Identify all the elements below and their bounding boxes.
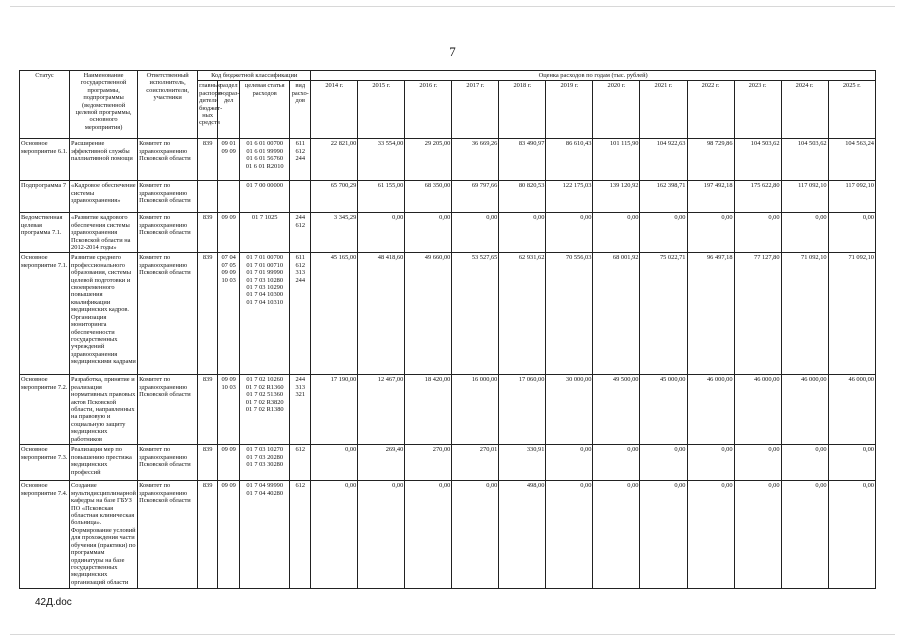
row-year-value: 46 000,00 — [828, 375, 875, 445]
row-year-value: 101 115,90 — [593, 139, 640, 181]
row-year-value: 12 467,00 — [358, 375, 405, 445]
table-body — [20, 139, 876, 589]
table-row — [20, 213, 876, 253]
row-year-value: 46 000,00 — [781, 375, 828, 445]
row-year-value: 139 120,92 — [593, 181, 640, 213]
row-year-value: 0,00 — [687, 213, 734, 253]
row-code-section — [218, 181, 240, 213]
row-year-value: 104 563,24 — [828, 139, 875, 181]
row-year-value: 0,00 — [593, 481, 640, 589]
row-code-article: 01 7 03 10270 01 7 03 20280 01 7 03 30280 — [240, 445, 290, 481]
row-code-section: 07 04 07 05 09 09 10 03 — [218, 253, 240, 375]
header-year: 2020 г. — [593, 81, 640, 139]
row-year-value: 0,00 — [781, 481, 828, 589]
row-year-value: 62 931,62 — [499, 253, 546, 375]
row-year-value: 29 205,00 — [405, 139, 452, 181]
row-year-value: 0,00 — [640, 481, 687, 589]
row-year-value: 0,00 — [546, 213, 593, 253]
header-code-type: вид расхо-дов — [290, 81, 311, 139]
row-year-value: 71 092,10 — [828, 253, 875, 375]
row-year-value: 98 729,86 — [687, 139, 734, 181]
header-year: 2018 г. — [499, 81, 546, 139]
row-year-value: 117 092,10 — [828, 181, 875, 213]
budget-table — [19, 70, 876, 589]
row-year-value: 0,00 — [828, 213, 875, 253]
header-status: Статус — [20, 71, 70, 139]
row-code-article: 01 7 00 00000 — [240, 181, 290, 213]
row-name: Реализация мер по повышению престижа медицинских профессий — [70, 445, 138, 481]
row-executor: Комитет по здравоохранению Псковской области — [138, 481, 198, 589]
row-code-main: 839 — [198, 445, 218, 481]
row-year-value: 68 001,92 — [593, 253, 640, 375]
row-name: Расширение эффективной службы паллиативной помощи — [70, 139, 138, 181]
row-name: Создание мультидисциплинарной кафедры на базе ГБУЗ ПО «Псковская областная клиническая больница». Формирование условий для прохождения части обучения (практики) по программам ординатуры на базе государственных медицинских организаций области — [70, 481, 138, 589]
row-year-value: 68 350,00 — [405, 181, 452, 213]
table-row — [20, 139, 876, 181]
row-year-value: 46 000,00 — [734, 375, 781, 445]
row-year-value: 96 497,18 — [687, 253, 734, 375]
row-code-main: 839 — [198, 375, 218, 445]
row-status: Основное мероприятие 6.1. — [20, 139, 70, 181]
row-code-article: 01 7 01 00700 01 7 01 00710 01 7 01 99990 01 7 03 10280 01 7 03 10290 01 7 04 10300 01 7 04 10310 — [240, 253, 290, 375]
row-executor: Комитет по здравоохранению Псковской области — [138, 181, 198, 213]
row-year-value: 46 000,00 — [687, 375, 734, 445]
row-year-value: 0,00 — [640, 445, 687, 481]
header-code-article: целевая статья расходов — [240, 81, 290, 139]
row-year-value: 0,00 — [734, 481, 781, 589]
row-code-main — [198, 181, 218, 213]
row-year-value: 0,00 — [781, 445, 828, 481]
row-executor: Комитет по здравоохранению Псковской области — [138, 445, 198, 481]
row-year-value: 269,40 — [358, 445, 405, 481]
row-year-value: 16 000,00 — [452, 375, 499, 445]
row-year-value: 0,00 — [452, 213, 499, 253]
row-executor: Комитет по здравоохранению Псковской области — [138, 139, 198, 181]
table-row — [20, 375, 876, 445]
row-code-article: 01 7 04 99990 01 7 04 40280 — [240, 481, 290, 589]
row-year-value: 330,91 — [499, 445, 546, 481]
row-year-value: 122 175,03 — [546, 181, 593, 213]
scan-artifact-top — [10, 6, 895, 7]
row-year-value: 0,00 — [734, 445, 781, 481]
row-year-value: 0,00 — [593, 445, 640, 481]
row-year-value: 86 610,43 — [546, 139, 593, 181]
header-year: 2015 г. — [358, 81, 405, 139]
row-year-value: 104 503,62 — [734, 139, 781, 181]
row-year-value: 80 820,53 — [499, 181, 546, 213]
row-year-value: 162 398,71 — [640, 181, 687, 213]
row-year-value: 45 165,00 — [311, 253, 358, 375]
row-year-value: 3 345,29 — [311, 213, 358, 253]
header-years-group: Оценка расходов по годам (тыс. рублей) — [311, 71, 876, 81]
row-year-value: 104 503,62 — [781, 139, 828, 181]
row-year-value: 69 797,66 — [452, 181, 499, 213]
row-status: Основное мероприятие 7.4. — [20, 481, 70, 589]
row-year-value: 83 490,97 — [499, 139, 546, 181]
header-year: 2017 г. — [452, 81, 499, 139]
header-year: 2023 г. — [734, 81, 781, 139]
row-year-value: 75 022,71 — [640, 253, 687, 375]
row-year-value: 270,00 — [405, 445, 452, 481]
row-year-value: 22 821,00 — [311, 139, 358, 181]
row-year-value: 0,00 — [311, 445, 358, 481]
row-year-value: 0,00 — [640, 213, 687, 253]
row-status: Подпрограмма 7 — [20, 181, 70, 213]
row-code-type: 612 — [290, 481, 311, 589]
row-year-value: 270,01 — [452, 445, 499, 481]
row-name: «Развитие кадрового обеспечения системы здравоохранения Псковской области на 2012-2014 годы» — [70, 213, 138, 253]
row-executor: Комитет по здравоохранению Псковской области — [138, 375, 198, 445]
row-year-value: 0,00 — [499, 213, 546, 253]
row-year-value: 0,00 — [593, 213, 640, 253]
row-code-type: 244 313 321 — [290, 375, 311, 445]
table-row — [20, 253, 876, 375]
row-code-main: 839 — [198, 139, 218, 181]
row-year-value: 0,00 — [734, 213, 781, 253]
row-code-type: 612 — [290, 445, 311, 481]
header-code-section: раздел подраз-дел — [218, 81, 240, 139]
row-year-value: 49 660,00 — [405, 253, 452, 375]
row-year-value: 0,00 — [358, 481, 405, 589]
row-code-section: 09 09 10 03 — [218, 375, 240, 445]
row-year-value: 53 527,65 — [452, 253, 499, 375]
row-year-value: 17 060,00 — [499, 375, 546, 445]
header-year: 2025 г. — [828, 81, 875, 139]
row-executor: Комитет по здравоохранению Псковской области — [138, 213, 198, 253]
row-year-value: 0,00 — [828, 481, 875, 589]
table-row — [20, 181, 876, 213]
row-code-section: 09 09 — [218, 481, 240, 589]
row-year-value: 18 420,00 — [405, 375, 452, 445]
row-code-main: 839 — [198, 253, 218, 375]
row-executor: Комитет по здравоохранению Псковской области — [138, 253, 198, 375]
row-code-section: 09 01 09 09 — [218, 139, 240, 181]
header-code-main: главные распоря-дители бюджет-ных средств — [198, 81, 218, 139]
row-year-value: 498,00 — [499, 481, 546, 589]
row-year-value: 197 492,18 — [687, 181, 734, 213]
header-code-group: Код бюджетной классификации — [198, 71, 311, 81]
row-name: Развитие среднего профессионального образования, системы целевой подготовки и своевременного повышения квалификации медицинских кадров. Организация мониторинга обеспеченности государственных учреждений здравоохранения медицинскими кадрами — [70, 253, 138, 375]
row-status: Основное мероприятие 7.3. — [20, 445, 70, 481]
row-code-article: 01 7 02 10260 01 7 02 R1360 01 7 02 51360 01 7 02 R3820 01 7 02 R1380 — [240, 375, 290, 445]
document-filename: 42Д.doc — [35, 597, 72, 608]
row-year-value: 0,00 — [546, 481, 593, 589]
row-year-value: 117 092,10 — [781, 181, 828, 213]
row-year-value: 30 000,00 — [546, 375, 593, 445]
row-year-value: 65 700,29 — [311, 181, 358, 213]
row-year-value: 175 622,80 — [734, 181, 781, 213]
row-year-value: 104 922,63 — [640, 139, 687, 181]
row-year-value: 71 092,10 — [781, 253, 828, 375]
row-code-type — [290, 181, 311, 213]
header-year: 2019 г. — [546, 81, 593, 139]
row-code-section: 09 09 — [218, 213, 240, 253]
table-row — [20, 481, 876, 589]
header-year: 2014 г. — [311, 81, 358, 139]
row-code-section: 09 09 — [218, 445, 240, 481]
row-name: «Кадровое обеспечение системы здравоохранения» — [70, 181, 138, 213]
row-year-value: 33 554,00 — [358, 139, 405, 181]
row-status: Основное мероприятие 7.2. — [20, 375, 70, 445]
row-year-value: 45 000,00 — [640, 375, 687, 445]
row-code-type: 611 612 313 244 — [290, 253, 311, 375]
header-year: 2022 г. — [687, 81, 734, 139]
row-year-value: 61 155,00 — [358, 181, 405, 213]
scan-artifact-bottom — [10, 634, 895, 635]
row-year-value: 0,00 — [828, 445, 875, 481]
page-number: 7 — [449, 44, 456, 59]
row-code-type: 611 612 244 — [290, 139, 311, 181]
header-name: Наименование государственной программы, подпрограммы (ведомственной целевой программы, основного мероприятия) — [70, 71, 138, 139]
row-year-value: 0,00 — [452, 481, 499, 589]
row-year-value: 70 556,03 — [546, 253, 593, 375]
header-executor: Ответственный исполнитель, соисполнители, участники — [138, 71, 198, 139]
row-code-article: 01 7 1025 — [240, 213, 290, 253]
row-year-value: 0,00 — [405, 213, 452, 253]
header-year: 2016 г. — [405, 81, 452, 139]
row-year-value: 0,00 — [781, 213, 828, 253]
header-year: 2021 г. — [640, 81, 687, 139]
row-year-value: 0,00 — [687, 445, 734, 481]
row-code-type: 244 612 — [290, 213, 311, 253]
row-year-value: 0,00 — [405, 481, 452, 589]
row-year-value: 0,00 — [546, 445, 593, 481]
row-year-value: 48 418,60 — [358, 253, 405, 375]
row-year-value: 0,00 — [687, 481, 734, 589]
row-year-value: 36 669,26 — [452, 139, 499, 181]
header-year: 2024 г. — [781, 81, 828, 139]
header-row-top — [20, 71, 876, 81]
row-code-main: 839 — [198, 481, 218, 589]
table-row — [20, 445, 876, 481]
row-status: Основное мероприятие 7.1. — [20, 253, 70, 375]
row-year-value: 0,00 — [358, 213, 405, 253]
row-name: Разработка, принятие и реализация нормативных правовых актов Псковской области, направленных на правовую и социальную защиту медицинских работников — [70, 375, 138, 445]
row-year-value: 49 500,00 — [593, 375, 640, 445]
row-year-value: 0,00 — [311, 481, 358, 589]
row-year-value: 77 127,80 — [734, 253, 781, 375]
row-status: Ведомственная целевая программа 7.1. — [20, 213, 70, 253]
row-code-article: 01 6 01 00700 01 6 01 99990 01 6 01 56760 01 6 01 R2010 — [240, 139, 290, 181]
row-code-main: 839 — [198, 213, 218, 253]
row-year-value: 17 190,00 — [311, 375, 358, 445]
